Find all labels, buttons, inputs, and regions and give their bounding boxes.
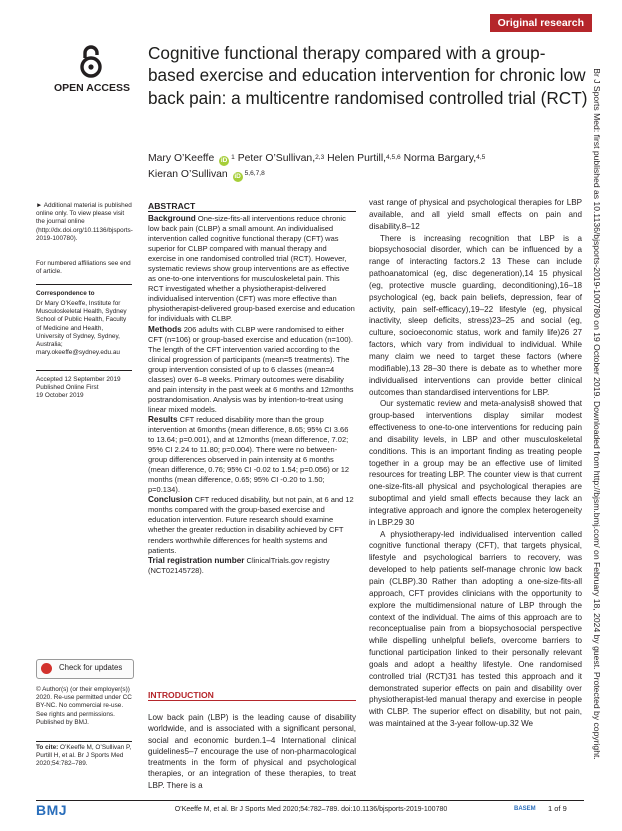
section-tag: Original research — [490, 14, 592, 32]
footer-divider — [36, 800, 584, 801]
author-name: Mary O’Keeffe — [148, 153, 215, 164]
affiliations-note: For numbered affiliations see end of article. — [36, 260, 131, 276]
divider — [36, 284, 132, 285]
open-access-label: OPEN ACCESS — [53, 82, 131, 94]
correspondence-heading: Correspondence to — [36, 290, 95, 297]
correspondence-text: Dr Mary O’Keeffe, Institute for Musculoskeletal Health, Sydney School of Public Health, Faculty of Medicine and Health, University of Sydney, Sydney, Australia; mary.okeeffe@sydney.edu.au — [36, 300, 127, 357]
bmj-logo: BMJ — [36, 802, 68, 818]
crossmark-icon — [41, 663, 52, 674]
author-name: Helen Purtill, — [327, 153, 387, 164]
basem-logo: BASEM — [514, 806, 536, 812]
side-download-notice: Br J Sports Med: first published as 10.1136/bjsports-2019-100780 on 19 October 2019. Downloaded from http://bjsm.bmj.com/ on February 18, 2024 by guest. Protected by copyright. — [592, 68, 602, 760]
author-name: Peter O’Sullivan, — [237, 153, 316, 164]
divider — [148, 700, 356, 701]
divider — [148, 211, 356, 212]
author-name: Norma Bargary, — [403, 153, 477, 164]
copyright-note: © Author(s) (or their employer(s)) 2020. Re-use permitted under CC BY-NC. No commercial re-use. See rights and permissions. Published by BMJ. — [36, 686, 132, 726]
divider — [36, 741, 132, 742]
open-access-lock-icon — [76, 44, 106, 78]
author-list: Mary O’Keeffe iD $^1$ Peter O’Sullivan,$^{2,3}$ Helen Purtill,$^{4,5,6}$ Norma Bargary,$^{4,5}$ Kieran O’Sullivan iD $^{5,6,7,8}$ — [148, 153, 486, 180]
body-text-right-column: vast range of physical and psychological therapies for LBP available, and all yield small effects on pain and disability.8–12 There is increasing recognition that LBP is a biopsychosocial disorder, which can be influenced by a range of interacting factors.2 13 These can include pathoanatomical (eg, disc degeneration),14 15 physical (eg, protective muscle guarding, deconditioning),16–18 psychological (eg, back pain beliefs, depression, fear of activity, pain self-efficacy),19–22 lifestyle (eg, physical inactivity, sleep deficits, stress)23–25 and social (eg, culture, socioeconomic status, work and family life)26 27 factors, which vary from individual to individual. While many claim we need to target these factors (where modifiable),13 28–30 there is debate as to whether more individualised interventions can provide better clinical outcomes than standardised interventions for LBP. Our systematic review and meta-analysis8 showed that group-based interventions display similar modest effectiveness to one-to-one interventions for reducing pain and disability levels, in LBP and other musculoskeletal conditions. This is an important finding as treating people together in a group may be an effective use of limited resources for treating LBP. The counter view is that current one-size-fits-all physical and psychological therapies are suboptimal and yield small effects because they lack an integrative approach and ignore the complex heterogeneity in LBP.29 30 A physiotherapy-led individualised intervention called cognitive functional therapy (CFT), that targets physical, lifestyle and psychological barriers to recovery, was developed to help patients self-manage chronic low back pain (CLBP).30 Rather than adopting a one-size-fits-all approach, CFT provides clinicians with the opportunity to explore the multidimensional nature of LBP through the context of the individual. The aims of this approach are to reconceptualise pain from a biopsychosocial perspective while dispelling unhelpful beliefs, overcome barriers to functional participation linked to their personally relevant goals and adopt a healthy lifestyle. One randomised controlled trial (RCT)31 has tested this approach and it demonstrated superior effects on pain and disability over physiotherapist-led manual therapy and exercise in people with CLBP. The superior effect on disability, but not pain, was maintained at the 3-year follow-up.32 We — [369, 198, 582, 729]
author-name: Kieran O’Sullivan — [148, 168, 228, 180]
divider — [36, 370, 132, 371]
check-for-updates-button[interactable]: Check for updates — [36, 659, 134, 679]
introduction-paragraph: Low back pain (LBP) is the leading cause of disability worldwide, and is associated with a significant personal, social and economic burden.1–4 International clinical guidelines5–7 encourage the use of non-pharmacological treatments in the form of physical and psychological therapies, or an integration of these therapies, to treat LBP. There is a — [148, 713, 356, 790]
abstract-body: Background One-size-fits-all interventions reduce chronic low back pain (CLBP) a small amount. An individualised intervention called cognitive functional therapy (CFT) was superior for CLBP compared with manual therapy and exercise in one randomised controlled trial (RCT). However, systematic reviews show group interventions are as effective as one-to-one interventions for musculoskeletal pain. This RCT investigated whether a physiotherapist-delivered individualised intervention (CFT) was more effective than physiotherapist-delivered group-based exercise and education for individuals with CLBP. Methods 206 adults with CLBP were randomised to either CFT (n=106) or group-based exercise and education (n=100). The length of the CFT intervention varied according to the clinical progression of participants (mean=5 treatments). The group intervention consisted of up to 6 classes (mean=4 classes) over 6–8 weeks. Primary outcomes were disability and pain intensity in the past week at 6 months and 12months postrandomisation. Analysis was by intention-to-treat using linear mixed models. Results CFT reduced disability more than the group intervention at 6months (mean difference, 8.65; 95% CI 3.66 to 13.64; p=0.001), and at 12months (mean difference, 7.02; 95% CI 2.24 to 11.80; p=0.004). There were no between-group differences observed in pain intensity at 6 months (mean difference, 0.76; 95% CI -0.02 to 1.54; p=0.056) or 12 months (mean difference, 0.65; 95% CI -0.20 to 1.50; p=0.134). Conclusion CFT reduced disability, but not pain, at 6 and 12 months compared with the group-based exercise and education intervention. Future research should examine whether the greater reduction in disability achieved by CFT renders worthwhile differences for health systems and patients. Trial registration number ClinicalTrials.gov registry (NCT02145728). — [148, 214, 355, 575]
article-title: Cognitive functional therapy compared with a group-based exercise and education intervention for chronic low back pain: a multicentre randomised controlled trial (RCT) — [148, 43, 588, 108]
orcid-icon[interactable]: iD — [220, 157, 228, 164]
abstract-heading: ABSTRACT — [148, 201, 196, 211]
article-dates: Accepted 12 September 2019 Published Online First 19 October 2019 — [36, 376, 121, 400]
introduction-heading: INTRODUCTION — [148, 690, 214, 700]
supplementary-note: ► Additional material is published online only. To view please visit the journal online (http://dx.doi.org/10.1136/bjsports-2019-100780). — [36, 202, 133, 242]
footer-citation: O’Keeffe M, et al. Br J Sports Med 2020;54:782–789. doi:10.1136/bjsports-2019-100780 — [174, 806, 448, 813]
page-number: 1 of 9 — [548, 804, 567, 813]
cite-box: To cite: O’Keeffe M, O’Sullivan P, Purtill H, et al. Br J Sports Med 2020;54:782–789. — [36, 744, 132, 768]
orcid-icon[interactable]: iD — [234, 172, 241, 180]
